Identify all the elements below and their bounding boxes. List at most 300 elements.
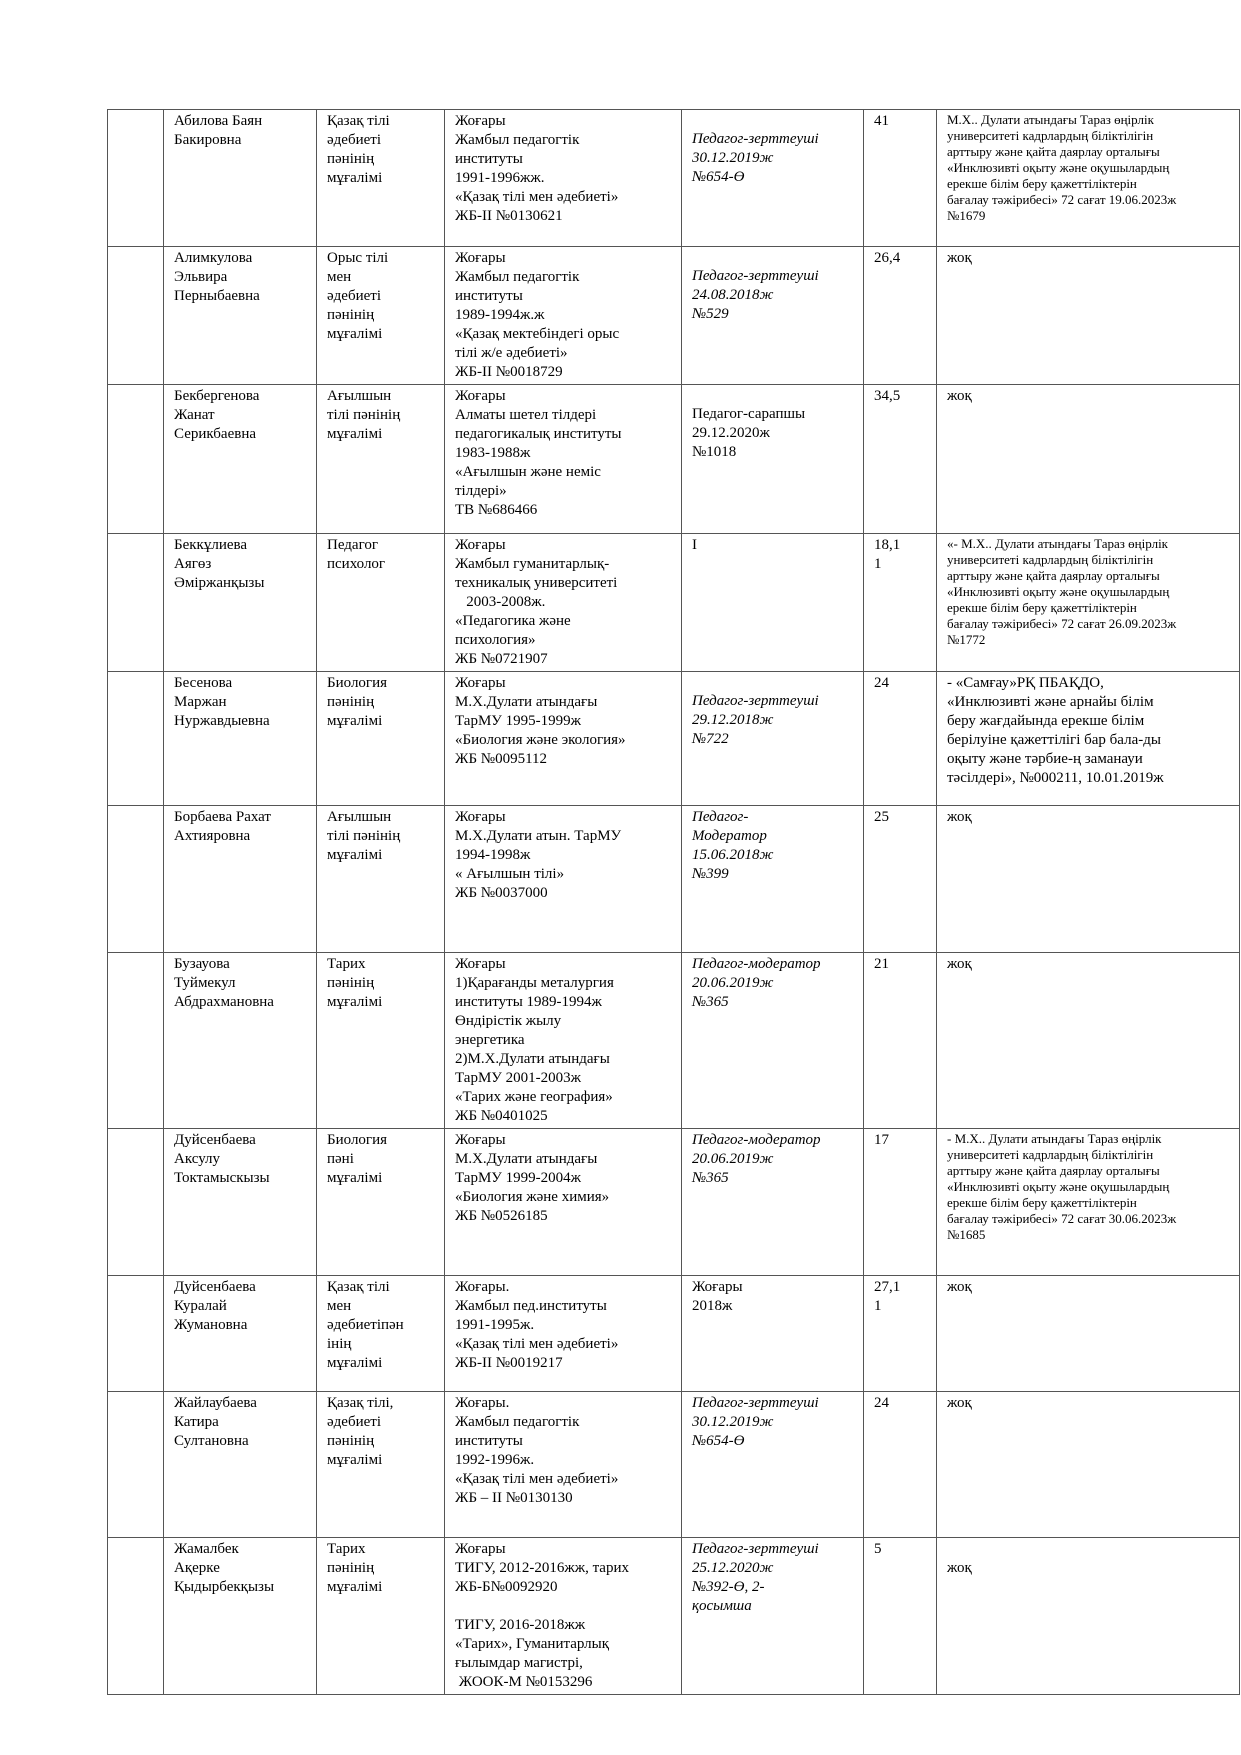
text-line: тілдері» bbox=[455, 483, 507, 499]
category-text bbox=[692, 387, 858, 462]
category-text bbox=[692, 808, 858, 884]
category bbox=[682, 672, 864, 806]
text-line: әдебиетіпән bbox=[327, 1317, 404, 1333]
text-line: Нуржавдыевна bbox=[174, 713, 270, 729]
text-line: І bbox=[692, 537, 697, 553]
text-line: психология» bbox=[455, 632, 536, 648]
teacher-name bbox=[164, 1392, 317, 1538]
subject-text bbox=[327, 1394, 439, 1470]
experience-text bbox=[874, 387, 931, 406]
text-line: Жамбыл пед.институты bbox=[455, 1298, 607, 1314]
text-line: ерекше білім беру қажеттіліктерін bbox=[947, 176, 1137, 191]
text-line: Султановна bbox=[174, 1433, 249, 1449]
text-line: «Инклюзивті және арнайы білім bbox=[947, 694, 1154, 710]
courses bbox=[937, 534, 1240, 672]
text-line: Борбаева Рахат bbox=[174, 809, 271, 825]
text-line: 29.12.2018ж bbox=[692, 712, 774, 728]
text-line: Қазақ тілі bbox=[327, 113, 390, 129]
text-line: ерекше білім беру қажеттіліктерін bbox=[947, 600, 1137, 615]
teacher-name bbox=[164, 953, 317, 1129]
text-line: Алимкулова bbox=[174, 250, 253, 266]
category bbox=[682, 806, 864, 953]
text-line: 18,1 bbox=[874, 537, 901, 553]
experience-text bbox=[874, 955, 931, 974]
text-line: Жамбыл педагогтік bbox=[455, 132, 580, 148]
text-line: мұғалімі bbox=[327, 170, 383, 186]
text-line bbox=[455, 1597, 676, 1616]
courses bbox=[937, 1538, 1240, 1695]
text-line: мұғалімі bbox=[327, 1355, 383, 1371]
text-line: Серикбаевна bbox=[174, 426, 257, 442]
experience-text bbox=[874, 1394, 931, 1413]
category bbox=[682, 953, 864, 1129]
text-line: Тарих bbox=[327, 1541, 366, 1557]
text-line: ЖБ №0037000 bbox=[455, 885, 548, 901]
table-row bbox=[108, 1392, 1240, 1538]
text-line: 15.06.2018ж bbox=[692, 847, 774, 863]
subject-text bbox=[327, 536, 439, 574]
text-line: арттыру және қайта даярлау орталығы bbox=[947, 1163, 1160, 1178]
experience-text bbox=[874, 808, 931, 827]
subject bbox=[317, 247, 445, 385]
table-row bbox=[108, 1538, 1240, 1695]
experience-text bbox=[874, 249, 931, 268]
text-line: Педагог-сарапшы bbox=[692, 406, 806, 422]
text-line: Тарих bbox=[327, 956, 366, 972]
text-line: әдебиеті bbox=[327, 288, 381, 304]
experience-text bbox=[874, 1540, 931, 1559]
courses-text bbox=[947, 674, 1234, 788]
text-line: «Ағылшын және неміс bbox=[455, 464, 601, 480]
text-line: №722 bbox=[692, 731, 729, 747]
text-line: 20.06.2019ж bbox=[692, 1151, 774, 1167]
table-row bbox=[108, 1129, 1240, 1276]
text-line: Маржан bbox=[174, 694, 227, 710]
staff-table-body bbox=[108, 110, 1240, 1695]
text-line: тілі пәнінің bbox=[327, 407, 401, 423]
subject-text bbox=[327, 112, 439, 188]
text-line: « Ағылшын тілі» bbox=[455, 866, 565, 882]
teacher-name bbox=[164, 110, 317, 247]
text-line: Бекбергенова bbox=[174, 388, 260, 404]
category-text bbox=[692, 249, 858, 324]
education-text bbox=[455, 536, 676, 669]
courses-text bbox=[947, 1131, 1234, 1243]
education bbox=[445, 1276, 682, 1392]
text-line: Бузауова bbox=[174, 956, 230, 972]
text-line: Қазақ тілі bbox=[327, 1279, 390, 1295]
text-line: пәнінің bbox=[327, 694, 375, 710]
text-line: Педагог- bbox=[692, 809, 749, 825]
text-line: ЖБ-ІІ №0130621 bbox=[455, 208, 563, 224]
teacher-name bbox=[164, 534, 317, 672]
table-row bbox=[108, 1276, 1240, 1392]
text-line: оқыту және тәрбие-ң заманауи bbox=[947, 751, 1143, 767]
text-line: жоқ bbox=[947, 1279, 972, 1295]
text-line: Жоғары bbox=[455, 956, 506, 972]
text-line: інің bbox=[327, 1336, 352, 1352]
text-line: Педагог-зерттеуші bbox=[692, 131, 819, 147]
text-line: ТИГУ, 2012-2016жж, тарих bbox=[455, 1560, 629, 1576]
courses-text bbox=[947, 112, 1234, 224]
category bbox=[682, 247, 864, 385]
text-line: бағалау тәжірибесі» 72 сағат 26.09.2023ж bbox=[947, 616, 1177, 631]
subject-text bbox=[327, 674, 439, 731]
education bbox=[445, 806, 682, 953]
row-number-cell bbox=[108, 534, 164, 672]
category-text bbox=[692, 1394, 858, 1451]
text-line: «Қазақ тілі мен әдебиеті» bbox=[455, 1336, 619, 1352]
text-line: 5 bbox=[874, 1541, 882, 1557]
text-line: 2018ж bbox=[692, 1298, 733, 1314]
subject bbox=[317, 1392, 445, 1538]
subject bbox=[317, 1276, 445, 1392]
category-text bbox=[692, 955, 858, 1012]
experience bbox=[864, 1392, 937, 1538]
text-line: Жоғары. bbox=[455, 1395, 510, 1411]
teacher-name-text bbox=[174, 387, 311, 444]
text-line: Жумановна bbox=[174, 1317, 248, 1333]
text-line: 1 bbox=[874, 556, 882, 572]
teacher-name-text bbox=[174, 955, 311, 1012]
teacher-name bbox=[164, 247, 317, 385]
text-line: 21 bbox=[874, 956, 889, 972]
courses bbox=[937, 1129, 1240, 1276]
text-line: институты bbox=[455, 151, 523, 167]
text-line: Педагог-модератор bbox=[692, 956, 821, 972]
text-line: мен bbox=[327, 1298, 352, 1314]
education bbox=[445, 953, 682, 1129]
text-line: Модератор bbox=[692, 828, 767, 844]
text-line: Педагог-модератор bbox=[692, 1132, 821, 1148]
education bbox=[445, 385, 682, 534]
text-line: мұғалімі bbox=[327, 1170, 383, 1186]
text-line: - М.Х.. Дулати атындағы Тараз өңірлік bbox=[947, 1131, 1162, 1146]
text-line: Жоғары bbox=[455, 675, 506, 691]
text-line bbox=[947, 1540, 1234, 1559]
text-line: Педагог-зерттеуші bbox=[692, 1395, 819, 1411]
teacher-name-text bbox=[174, 674, 311, 731]
experience bbox=[864, 247, 937, 385]
text-line: Жанат bbox=[174, 407, 215, 423]
experience-text bbox=[874, 112, 931, 131]
text-line: Педагог-зерттеуші bbox=[692, 1541, 819, 1557]
text-line: пәнінің bbox=[327, 307, 375, 323]
text-line: «Инклюзивті оқыту және оқушылардың bbox=[947, 160, 1170, 175]
teacher-name bbox=[164, 1538, 317, 1695]
text-line: Педагог bbox=[327, 537, 379, 553]
text-line: 27,1 bbox=[874, 1279, 901, 1295]
category-text bbox=[692, 112, 858, 187]
text-line: Беккұлиева bbox=[174, 537, 248, 553]
text-line: Орыс тілі bbox=[327, 250, 389, 266]
text-line: мұғалімі bbox=[327, 1579, 383, 1595]
text-line: 24.08.2018ж bbox=[692, 287, 774, 303]
text-line: Биология bbox=[327, 1132, 388, 1148]
text-line: 1)Қарағанды металургия bbox=[455, 975, 614, 991]
text-line: 30.12.2019ж bbox=[692, 150, 774, 166]
category bbox=[682, 534, 864, 672]
teacher-name-text bbox=[174, 112, 311, 150]
text-line: Аксулу bbox=[174, 1151, 221, 1167]
text-line: пәнінің bbox=[327, 975, 375, 991]
category-text bbox=[692, 536, 858, 555]
courses-text bbox=[947, 249, 1234, 268]
text-line: ЖООК-М №0153296 bbox=[455, 1674, 593, 1690]
text-line: педагогикалық институты bbox=[455, 426, 622, 442]
row-number-cell bbox=[108, 1276, 164, 1392]
subject-text bbox=[327, 1131, 439, 1188]
text-line: Ахтияровна bbox=[174, 828, 251, 844]
text-line: 1989-1994ж.ж bbox=[455, 307, 545, 323]
text-line: Қазақ тілі, bbox=[327, 1395, 394, 1411]
text-line: «Қазақ тілі мен әдебиеті» bbox=[455, 1471, 619, 1487]
text-line: Бакировна bbox=[174, 132, 242, 148]
text-line: берілуіне қажеттілігі бар бала-ды bbox=[947, 732, 1161, 748]
text-line: 1991-1996жж. bbox=[455, 170, 545, 186]
row-number-cell bbox=[108, 806, 164, 953]
text-line: институты bbox=[455, 1433, 523, 1449]
education bbox=[445, 1538, 682, 1695]
teacher-name-text bbox=[174, 1540, 311, 1597]
text-line: Жоғары bbox=[455, 809, 506, 825]
text-line: ТарМУ 2001-2003ж bbox=[455, 1070, 582, 1086]
courses-text bbox=[947, 536, 1234, 648]
table-row bbox=[108, 953, 1240, 1129]
text-line: Қыдырбекқызы bbox=[174, 1579, 275, 1595]
text-line: 20.06.2019ж bbox=[692, 975, 774, 991]
text-line: Жоғары bbox=[692, 1279, 743, 1295]
text-line: «Тарих және география» bbox=[455, 1089, 613, 1105]
text-line: 1991-1995ж. bbox=[455, 1317, 535, 1333]
subject bbox=[317, 1538, 445, 1695]
table-row bbox=[108, 247, 1240, 385]
text-line: ТарМУ 1999-2004ж bbox=[455, 1170, 582, 1186]
teacher-name-text bbox=[174, 1394, 311, 1451]
category bbox=[682, 385, 864, 534]
text-line: мұғалімі bbox=[327, 326, 383, 342]
education-text bbox=[455, 1278, 676, 1373]
text-line: ерекше білім беру қажеттіліктерін bbox=[947, 1195, 1137, 1210]
education bbox=[445, 247, 682, 385]
text-line: №392-Ө, 2- bbox=[692, 1579, 765, 1595]
text-line: №1772 bbox=[947, 632, 986, 647]
courses bbox=[937, 247, 1240, 385]
text-line: Жоғары. bbox=[455, 1279, 510, 1295]
text-line: ТИГУ, 2016-2018жж bbox=[455, 1617, 586, 1633]
text-line: тілі пәнінің bbox=[327, 828, 401, 844]
text-line: «Биология және экология» bbox=[455, 732, 626, 748]
subject-text bbox=[327, 1540, 439, 1597]
category bbox=[682, 1276, 864, 1392]
subject bbox=[317, 672, 445, 806]
text-line: беру жағдайында ерекше білім bbox=[947, 713, 1145, 729]
education-text bbox=[455, 808, 676, 903]
text-line: ЖБ-ІІ №0019217 bbox=[455, 1355, 563, 1371]
text-line: Жоғары bbox=[455, 113, 506, 129]
education bbox=[445, 534, 682, 672]
category-text bbox=[692, 1540, 858, 1616]
row-number-cell bbox=[108, 1129, 164, 1276]
text-line: Туймекул bbox=[174, 975, 236, 991]
text-line: Жоғары bbox=[455, 250, 506, 266]
text-line: «- М.Х.. Дулати атындағы Тараз өңірлік bbox=[947, 536, 1168, 551]
text-line: №654-Ө bbox=[692, 169, 745, 185]
row-number-cell bbox=[108, 1538, 164, 1695]
text-line: мұғалімі bbox=[327, 713, 383, 729]
experience bbox=[864, 385, 937, 534]
table-row bbox=[108, 385, 1240, 534]
text-line: Куралай bbox=[174, 1298, 227, 1314]
subject bbox=[317, 953, 445, 1129]
text-line: Жамбыл педагогтік bbox=[455, 269, 580, 285]
education-text bbox=[455, 1540, 676, 1692]
text-line: әдебиеті bbox=[327, 1414, 381, 1430]
table-row bbox=[108, 672, 1240, 806]
text-line: университеті кадрлардың біліктілігін bbox=[947, 552, 1154, 567]
text-line: Педагог-зерттеуші bbox=[692, 693, 819, 709]
experience bbox=[864, 806, 937, 953]
text-line: Жоғары bbox=[455, 388, 506, 404]
courses-text bbox=[947, 1394, 1234, 1413]
courses-text bbox=[947, 1278, 1234, 1297]
row-number-cell bbox=[108, 110, 164, 247]
courses bbox=[937, 1392, 1240, 1538]
courses-text bbox=[947, 808, 1234, 827]
table-row bbox=[108, 110, 1240, 247]
text-line: техникалық университеті bbox=[455, 575, 618, 591]
text-line: психолог bbox=[327, 556, 386, 572]
text-line: жоқ bbox=[947, 956, 972, 972]
subject-text bbox=[327, 387, 439, 444]
teacher-name bbox=[164, 806, 317, 953]
text-line: «Қазақ тілі мен әдебиеті» bbox=[455, 189, 619, 205]
text-line: Жоғары bbox=[455, 1541, 506, 1557]
text-line: арттыру және қайта даярлау орталығы bbox=[947, 144, 1160, 159]
text-line: ЖБ №0526185 bbox=[455, 1208, 548, 1224]
text-line: Перныбаевна bbox=[174, 288, 260, 304]
row-number-cell bbox=[108, 1392, 164, 1538]
text-line: Биология bbox=[327, 675, 388, 691]
text-line: ЖБ №0095112 bbox=[455, 751, 548, 767]
text-line: 1983-1988ж bbox=[455, 445, 531, 461]
text-line: Бесенова bbox=[174, 675, 233, 691]
staff-table bbox=[107, 109, 1240, 1695]
text-line: ЖБ №0401025 bbox=[455, 1108, 548, 1124]
subject bbox=[317, 110, 445, 247]
text-line: ЖБ-Б№0092920 bbox=[455, 1579, 558, 1595]
text-line: институты bbox=[455, 288, 523, 304]
text-line: мұғалімі bbox=[327, 994, 383, 1010]
courses bbox=[937, 1276, 1240, 1392]
text-line: университеті кадрлардың біліктілігін bbox=[947, 1147, 1154, 1162]
text-line: Ағылшын bbox=[327, 388, 392, 404]
experience bbox=[864, 110, 937, 247]
education-text bbox=[455, 674, 676, 769]
education-text bbox=[455, 1394, 676, 1508]
category bbox=[682, 1538, 864, 1695]
text-line: Алматы шетел тілдері bbox=[455, 407, 597, 423]
text-line: Жоғары bbox=[455, 537, 506, 553]
courses-text bbox=[947, 955, 1234, 974]
teacher-name bbox=[164, 1276, 317, 1392]
subject bbox=[317, 534, 445, 672]
category-text bbox=[692, 1131, 858, 1188]
text-line: М.Х.Дулати атын. ТарМУ bbox=[455, 828, 622, 844]
text-line: «Инклюзивті оқыту және оқушылардың bbox=[947, 1179, 1170, 1194]
text-line: «Қазақ мектебіндегі орыс bbox=[455, 326, 620, 342]
education-text bbox=[455, 387, 676, 520]
text-line: Жамбыл гуманитарлық- bbox=[455, 556, 610, 572]
teacher-name-text bbox=[174, 808, 311, 846]
text-line: 25 bbox=[874, 809, 889, 825]
subject-text bbox=[327, 249, 439, 344]
text-line: пәнінің bbox=[327, 151, 375, 167]
text-line: мұғалімі bbox=[327, 426, 383, 442]
text-line: №399 bbox=[692, 866, 729, 882]
education bbox=[445, 1129, 682, 1276]
text-line: 1994-1998ж bbox=[455, 847, 531, 863]
text-line: №529 bbox=[692, 306, 729, 322]
text-line: 41 bbox=[874, 113, 889, 129]
category-text bbox=[692, 674, 858, 749]
education-text bbox=[455, 1131, 676, 1226]
text-line: 2003-2008ж. bbox=[455, 594, 546, 610]
category-text bbox=[692, 1278, 858, 1316]
text-line: Дуйсенбаева bbox=[174, 1279, 256, 1295]
text-line: ТВ №686466 bbox=[455, 502, 538, 518]
text-line: пәнінің bbox=[327, 1433, 375, 1449]
text-line: ғылымдар магистрі, bbox=[455, 1655, 583, 1671]
text-line: 34,5 bbox=[874, 388, 901, 404]
courses bbox=[937, 385, 1240, 534]
category bbox=[682, 1129, 864, 1276]
row-number-cell bbox=[108, 385, 164, 534]
text-line: №365 bbox=[692, 1170, 729, 1186]
subject-text bbox=[327, 955, 439, 1012]
experience bbox=[864, 672, 937, 806]
text-line: Абдрахмановна bbox=[174, 994, 274, 1010]
text-line: әдебиеті bbox=[327, 132, 381, 148]
text-line: №1685 bbox=[947, 1227, 986, 1242]
text-line: тәсілдері», №000211, 10.01.2019ж bbox=[947, 770, 1164, 786]
text-line: жоқ bbox=[947, 250, 972, 266]
text-line: Катира bbox=[174, 1414, 219, 1430]
subject bbox=[317, 806, 445, 953]
text-line: Жоғары bbox=[455, 1132, 506, 1148]
subject-text bbox=[327, 808, 439, 865]
experience bbox=[864, 1538, 937, 1695]
text-line: М.Х.Дулати атындағы bbox=[455, 1151, 598, 1167]
experience bbox=[864, 1129, 937, 1276]
text-line: жоқ bbox=[947, 388, 972, 404]
text-line: 24 bbox=[874, 675, 889, 691]
text-line: пәні bbox=[327, 1151, 354, 1167]
experience-text bbox=[874, 536, 931, 574]
text-line: мұғалімі bbox=[327, 1452, 383, 1468]
text-line: Ағылшын bbox=[327, 809, 392, 825]
subject bbox=[317, 385, 445, 534]
text-line: ЖБ-ІІ №0018729 bbox=[455, 364, 563, 380]
text-line: «Педагогика және bbox=[455, 613, 571, 629]
education-text bbox=[455, 249, 676, 382]
text-line: институты 1989-1994ж bbox=[455, 994, 602, 1010]
teacher-name-text bbox=[174, 536, 311, 593]
table-row bbox=[108, 534, 1240, 672]
text-line: жоқ bbox=[947, 1395, 972, 1411]
courses bbox=[937, 672, 1240, 806]
text-line: 1992-1996ж. bbox=[455, 1452, 535, 1468]
